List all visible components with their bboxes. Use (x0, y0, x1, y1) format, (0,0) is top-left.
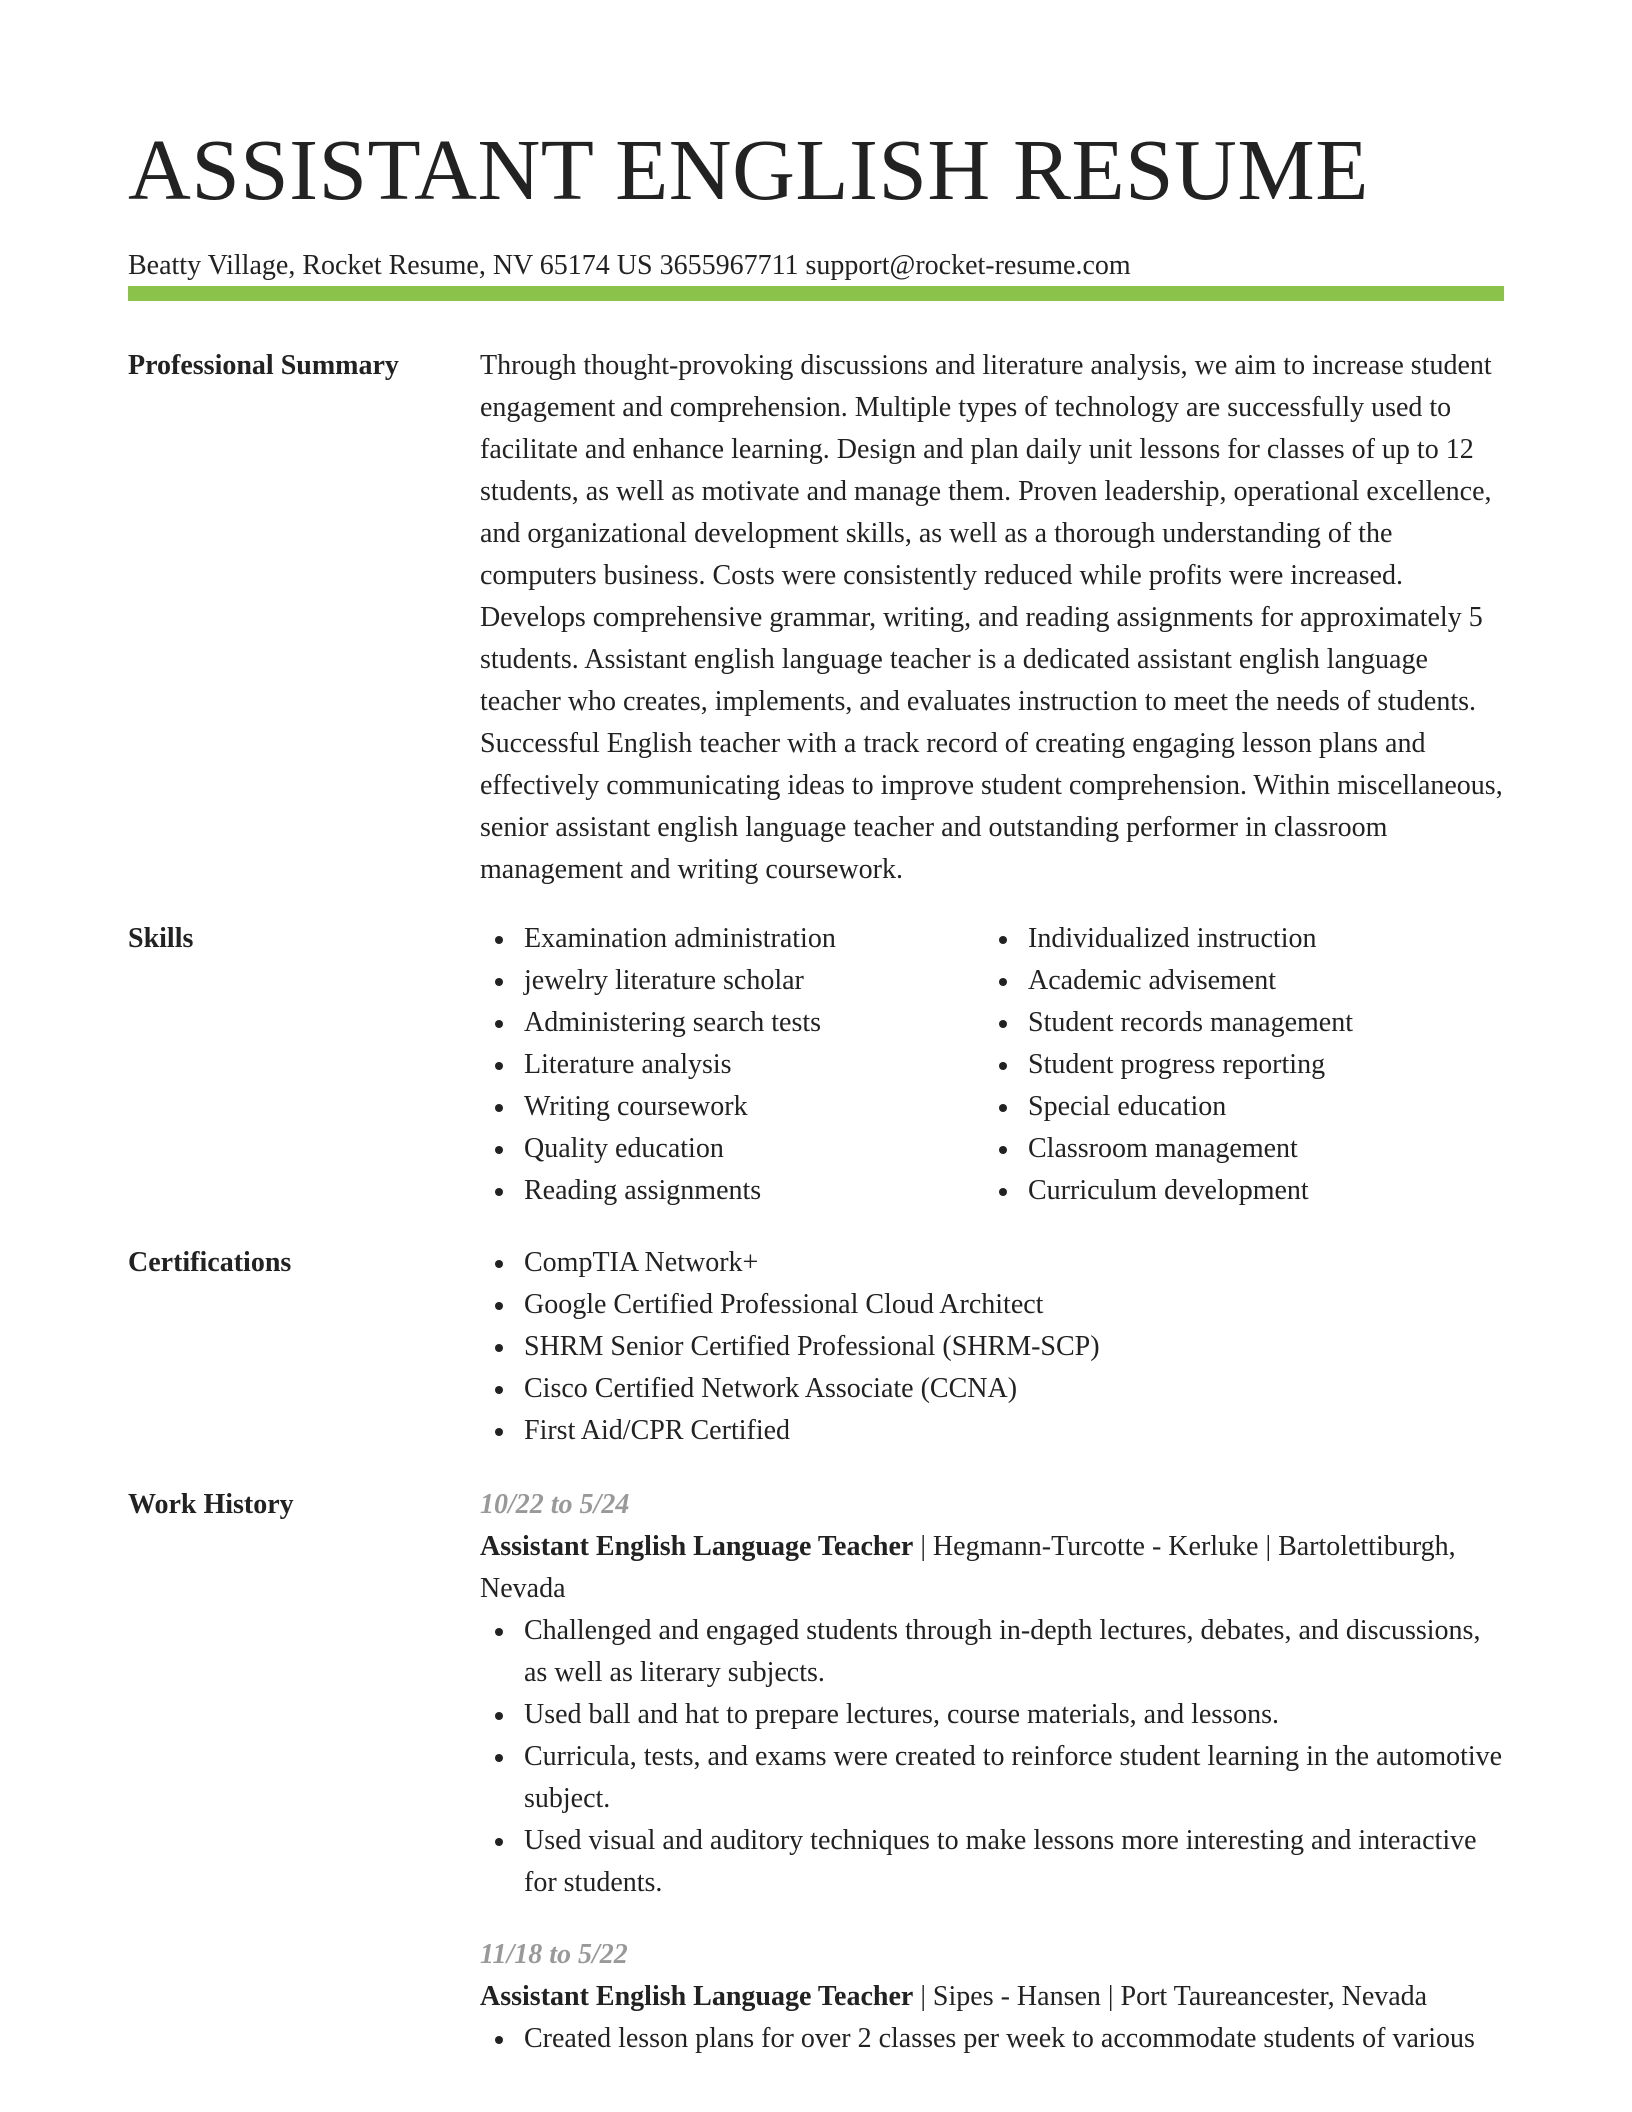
resume-header (128, 120, 1504, 283)
skill-item: Classroom management (984, 1128, 1488, 1170)
job-bullet-list (480, 2018, 1504, 2060)
job-entry (480, 1484, 1504, 1904)
summary-body (480, 345, 1504, 891)
job-bullet: Used ball and hat to prepare lectures, course materials, and lessons. (480, 1694, 1504, 1736)
work-history-heading: Work History (128, 1489, 294, 1520)
header-divider (128, 286, 1504, 301)
job-employer-location: | Sipes - Hansen | Port Taureancester, Nevada (913, 1981, 1428, 2012)
job-title: Assistant English Language Teacher (480, 1981, 914, 2012)
certifications-list (480, 1242, 1504, 1452)
skills-list-right (984, 918, 1488, 1212)
contact-line (128, 249, 1504, 283)
skill-item: Academic advisement (984, 960, 1488, 1002)
job-bullet-list (480, 1610, 1504, 1904)
skill-item: Administering search tests (480, 1002, 984, 1044)
job-bullet: Used visual and auditory techniques to make lessons more interesting and interactive for students. (480, 1820, 1504, 1904)
certification-item: SHRM Senior Certified Professional (SHRM-SCP) (480, 1326, 1504, 1368)
summary-text: Through thought-provoking discussions and literature analysis, we aim to increase student engagement and comprehension. Multiple types of technology are successfully used to facilitate and enhance learning. Design and plan daily unit lessons for classes of up to 12 students, as well as motivate and manage them. Proven leadership, operational excellence, and organizational development skills, as well as a thorough understanding of the computers business. Costs were consistently reduced while profits were increased. Develops comprehensive grammar, writing, and reading assignments for approximately 5 students. Assistant english language teacher is a dedicated assistant english language teacher who creates, implements, and evaluates instruction to meet the needs of students. Successful English teacher with a track record of creating engaging lesson plans and effectively communicating ideas to improve student comprehension. Within miscellaneous, senior assistant english language teacher and outstanding performer in classroom management and writing coursework. (480, 350, 1503, 885)
skill-item: jewelry literature scholar (480, 960, 984, 1002)
job-heading (480, 1526, 1504, 1610)
certification-item: CompTIA Network+ (480, 1242, 1504, 1284)
page-title: ASSISTANT ENGLISH RESUME (128, 121, 1369, 218)
contact-address: Beatty Village, Rocket Resume, NV 65174 US (128, 250, 653, 281)
skills-list-left (480, 918, 984, 1212)
skill-item: Special education (984, 1086, 1488, 1128)
skill-item: Student progress reporting (984, 1044, 1488, 1086)
job-bullet: Challenged and engaged students through in-depth lectures, debates, and discussions, as well as literary subjects. (480, 1610, 1504, 1694)
contact-email: support@rocket-resume.com (805, 250, 1131, 281)
skill-item: Examination administration (480, 918, 984, 960)
skills-body (480, 918, 1504, 1212)
certification-item: First Aid/CPR Certified (480, 1410, 1504, 1452)
job-bullet: Created lesson plans for over 2 classes per week to accommodate students of various (480, 2018, 1504, 2060)
job-dates: 11/18 to 5/22 (480, 1939, 628, 1970)
job-title: Assistant English Language Teacher (480, 1531, 914, 1562)
skills-heading: Skills (128, 923, 194, 954)
skill-item: Literature analysis (480, 1044, 984, 1086)
job-bullet: Curricula, tests, and exams were created to reinforce student learning in the automotive subject. (480, 1736, 1504, 1820)
skill-item: Quality education (480, 1128, 984, 1170)
contact-phone: 3655967711 (659, 250, 799, 281)
skill-item: Reading assignments (480, 1170, 984, 1212)
skill-item: Student records management (984, 1002, 1488, 1044)
skill-item: Curriculum development (984, 1170, 1488, 1212)
skill-item: Writing coursework (480, 1086, 984, 1128)
summary-heading: Professional Summary (128, 350, 399, 381)
work-history-body (480, 1484, 1504, 2060)
certifications-heading: Certifications (128, 1247, 292, 1278)
job-dates: 10/22 to 5/24 (480, 1489, 630, 1520)
job-heading (480, 1976, 1504, 2018)
certification-item: Google Certified Professional Cloud Architect (480, 1284, 1504, 1326)
skill-item: Individualized instruction (984, 918, 1488, 960)
job-entry (480, 1934, 1504, 2060)
certification-item: Cisco Certified Network Associate (CCNA) (480, 1368, 1504, 1410)
certifications-body (480, 1242, 1504, 1452)
skills-columns (480, 918, 1504, 1212)
job-employer-location: | Hegmann-Turcotte - Kerluke | Bartolettiburgh, Nevada (480, 1531, 1456, 1604)
